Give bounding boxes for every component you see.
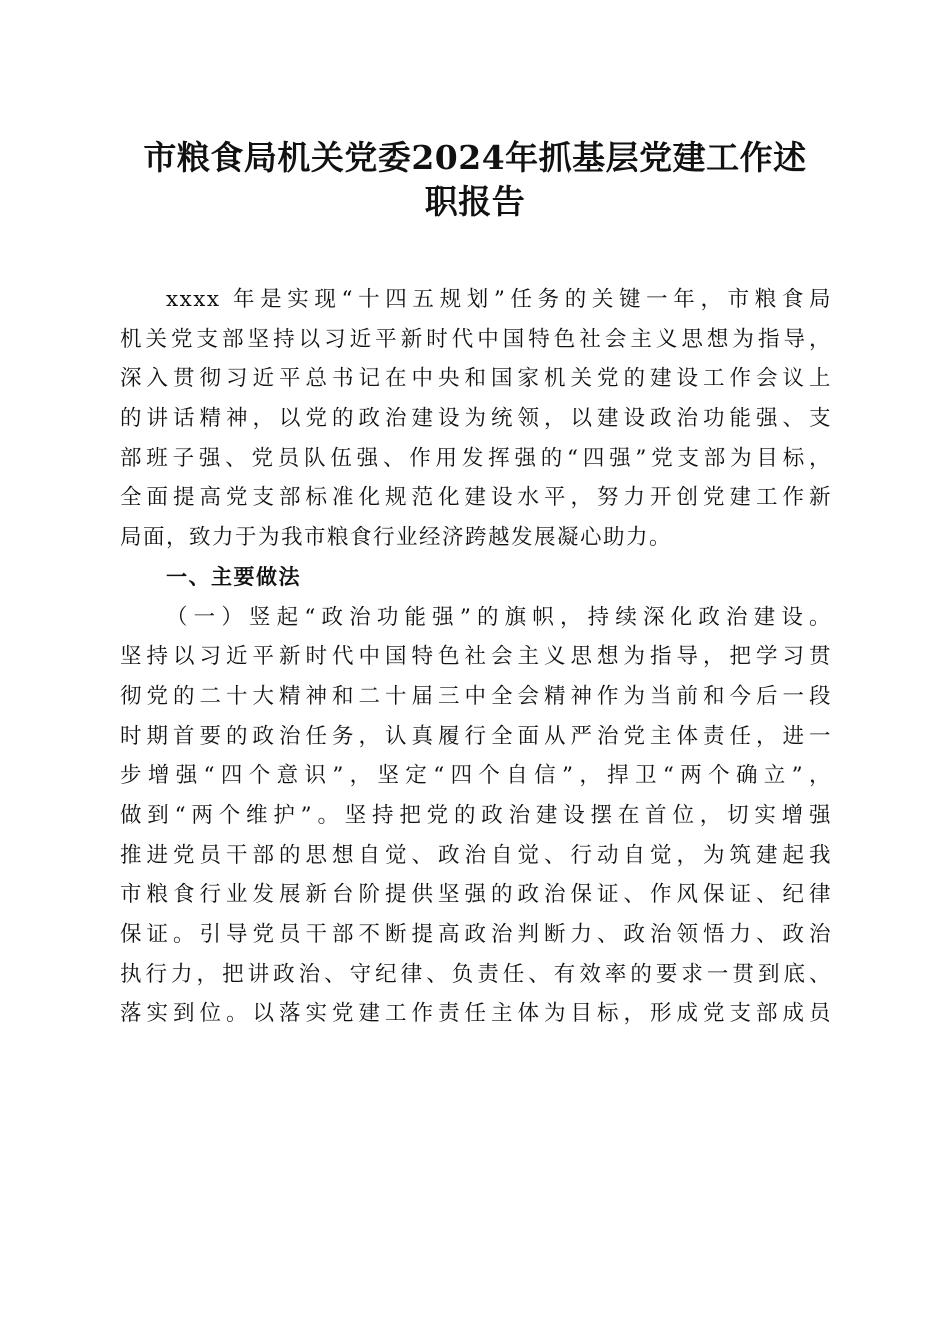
paragraph-line: 市粮食行业发展新台阶提供坚强的政治保证、作风保证、纪律	[120, 882, 832, 908]
document-title	[120, 136, 830, 224]
title-line-1: 市粮食局机关党委2024年抓基层党建工作述	[143, 138, 807, 177]
title-line-2: 职报告	[424, 182, 526, 221]
paragraph-line: 推进党员干部的思想自觉、政治自觉、行动自觉，为筑建起我	[120, 842, 832, 868]
paragraph-line: 执行力，把讲政治、守纪律、负责任、有效率的要求一贯到底、	[120, 961, 832, 987]
document-body	[120, 280, 832, 1034]
paragraph-line: 的讲话精神，以党的政治建设为统领，以建设政治功能强、支	[120, 406, 832, 432]
paragraph-line: 全面提高党支部标准化规范化建设水平，努力开创党建工作新	[120, 485, 832, 511]
paragraph-line: 保证。引导党员干部不断提高政治判断力、政治领悟力、政治	[120, 922, 832, 947]
paragraph-line: 深入贯彻习近平总书记在中央和国家机关党的建设工作会议上	[120, 366, 832, 392]
subsection-heading-line: （一）竖起“政治功能强”的旗帜，持续深化政治建设。	[166, 604, 832, 630]
intro-paragraph	[120, 280, 832, 558]
paragraph-line: 机关党支部坚持以习近平新时代中国特色社会主义思想为指导，	[120, 326, 832, 352]
paragraph-line: 时期首要的政治任务，认真履行全面从严治党主体责任，进一	[120, 723, 832, 749]
paragraph-line: 局面，致力于为我市粮食行业经济跨越发展凝心助力。	[120, 525, 673, 551]
paragraph-line: xxxx 年是实现“十四五规划”任务的关键一年，市粮食局	[166, 287, 832, 312]
subsection-paragraph	[120, 598, 832, 1035]
paragraph-line: 坚持以习近平新时代中国特色社会主义思想为指导，把学习贯	[120, 644, 832, 670]
section-heading: 一、主要做法	[166, 564, 301, 589]
paragraph-line: 做到“两个维护”。坚持把党的政治建设摆在首位，切实增强	[120, 802, 832, 828]
paragraph-line: 步增强“四个意识”，坚定“四个自信”，捍卫“两个确立”，	[120, 763, 832, 789]
paragraph-line: 彻党的二十大精神和二十届三中全会精神作为当前和今后一段	[120, 683, 832, 709]
paragraph-line: 部班子强、党员队伍强、作用发挥强的“四强”党支部为目标，	[120, 445, 832, 471]
paragraph-line: 落实到位。以落实党建工作责任主体为目标，形成党支部成员	[120, 1001, 832, 1027]
